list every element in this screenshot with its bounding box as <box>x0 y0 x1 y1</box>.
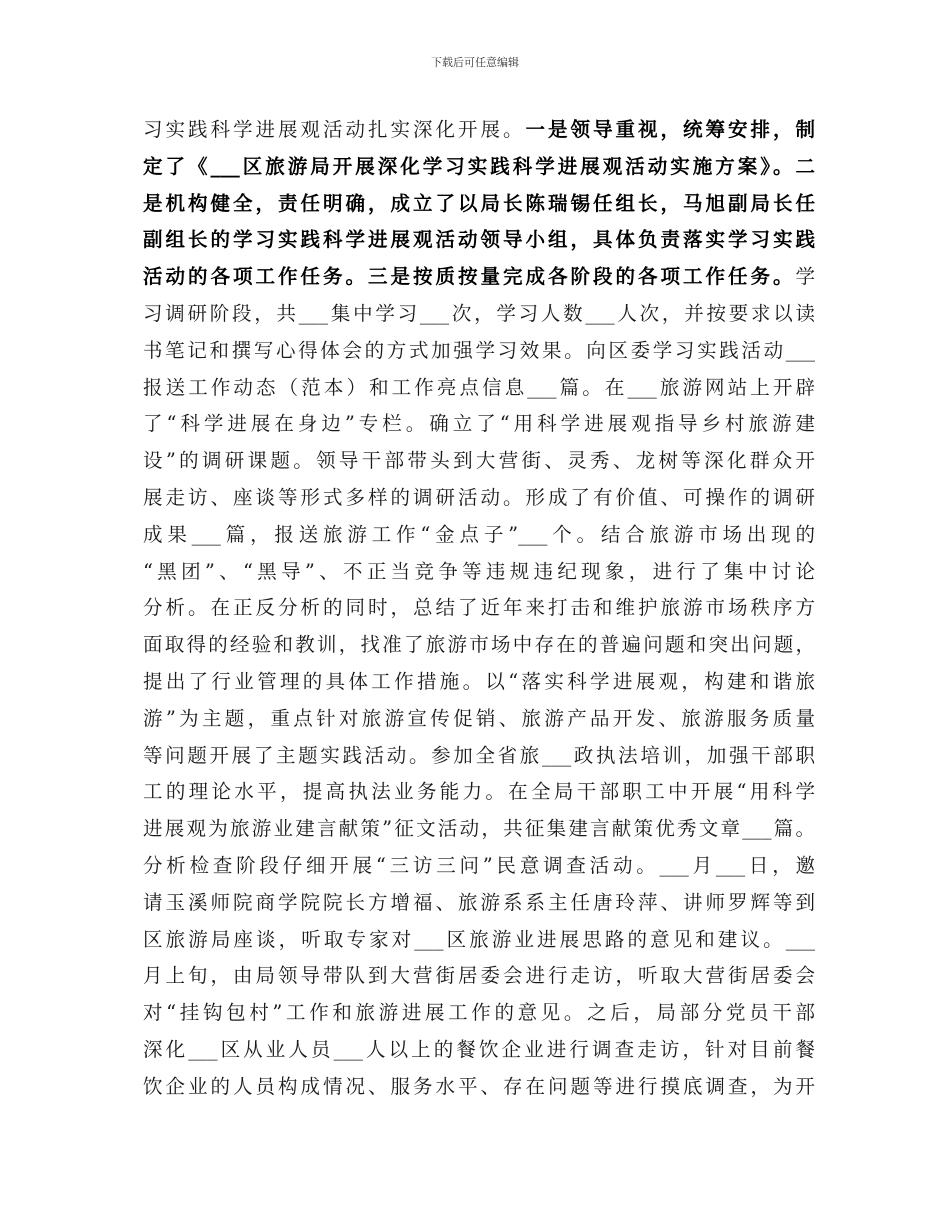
text-line: 报送工作动态（范本）和工作亮点信息___篇。在___旅游网站上开辟 <box>143 375 815 399</box>
text-line: 提出了行业管理的具体工作措施。以“落实科学进展观，构建和谐旅 <box>143 669 815 693</box>
text-line: 等问题开展了主题实践活动。参加全省旅___政执法培训，加强干部职 <box>143 743 815 767</box>
text-normal: 学 <box>795 265 815 289</box>
text-line: 是机构健全，责任明确，成立了以局长陈瑞锡任组长，马旭副局长任 <box>143 191 815 215</box>
text-bold: 一是领导重视，统筹安排，制 <box>525 118 815 141</box>
text-line: 了“科学进展在身边”专栏。确立了“用科学进展观指导乡村旅游建 <box>143 412 815 436</box>
text-line: 饮企业的人员构成情况、服务水平、存在问题等进行摸底调查，为开 <box>143 1074 815 1098</box>
text-line: 定了《___区旅游局开展深化学习实践科学进展观活动实施方案》。二 <box>143 154 815 178</box>
text-line: 分析。在正反分析的同时，总结了近年来打击和维护旅游市场秩序方 <box>143 596 815 620</box>
text-line: 对“挂钩包村”工作和旅游进展工作的意见。之后，局部分党员干部 <box>143 1001 815 1025</box>
text-line: 习调研阶段，共___集中学习___次，学习人数___人次，并按要求以读 <box>143 301 815 325</box>
text-line: 展走访、座谈等形式多样的调研活动。形成了有价值、可操作的调研 <box>143 485 815 509</box>
text-line: 游”为主题，重点针对旅游宣传促销、旅游产品开发、旅游服务质量 <box>143 706 815 730</box>
text-line: 面取得的经验和教训，找准了旅游市场中存在的普遍问题和突出问题， <box>143 633 815 657</box>
text-line <box>143 112 815 149</box>
page-header-watermark: 下载后可任意编辑 <box>431 56 519 69</box>
text-line: 进展观为旅游业建言献策”征文活动，共征集建言献策优秀文章___篇。 <box>143 817 815 841</box>
text-line: 设”的调研课题。领导干部带头到大营街、灵秀、龙树等深化群众开 <box>143 449 815 473</box>
text-line: 深化___区从业人员___人以上的餐饮企业进行调查走访，针对目前餐 <box>143 1037 815 1061</box>
text-line: 工的理论水平，提高执法业务能力。在全局干部职工中开展“用科学 <box>143 780 815 804</box>
text-line: 请玉溪师院商学院院长方增福、旅游系系主任唐玲萍、讲师罗辉等到 <box>143 890 815 914</box>
text-line: 分析检查阶段仔细开展“三访三问”民意调查活动。___月___日，邀 <box>143 853 815 877</box>
text-line: 成果___篇，报送旅游工作“金点子”___个。结合旅游市场出现的 <box>143 522 815 546</box>
text-line: “黑团”、“黑导”、不正当竞争等违规违纪现象，进行了集中讨论 <box>143 559 815 583</box>
text-normal: 习实践科学进展观活动扎实深化开展。 <box>143 118 526 141</box>
text-bold: 活动的各项工作任务。三是按质按量完成各阶段的各项工作任务。 <box>143 265 796 289</box>
text-line: 月上旬，由局领导带队到大营街居委会进行走访，听取大营街居委会 <box>143 964 815 988</box>
text-line: 副组长的学习实践科学进展观活动领导小组，具体负责落实学习实践 <box>143 228 815 252</box>
text-line: 区旅游局座谈，听取专家对___区旅游业进展思路的意见和建议。___ <box>143 927 815 951</box>
text-line <box>143 259 815 296</box>
document-body <box>143 112 815 1106</box>
text-line: 书笔记和撰写心得体会的方式加强学习效果。向区委学习实践活动___ <box>143 338 815 362</box>
